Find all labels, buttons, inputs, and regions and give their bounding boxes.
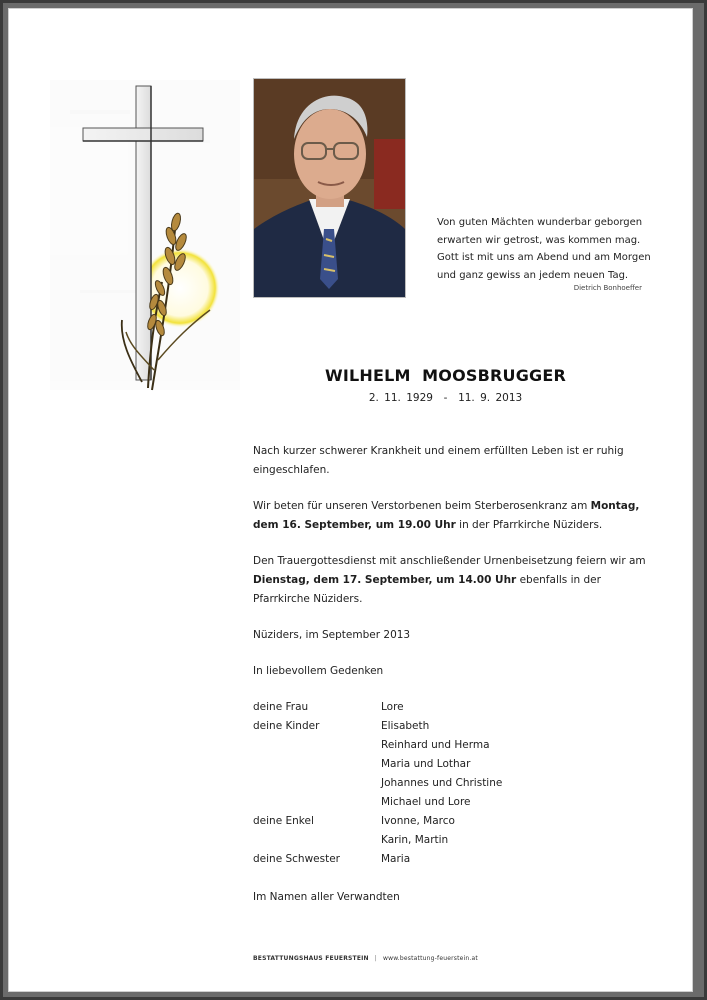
family-relation: deine Frau — [253, 701, 309, 713]
family-names: Elisabeth — [381, 720, 430, 732]
family-row — [253, 755, 648, 774]
family-relation: deine Kinder — [253, 720, 320, 732]
family-names: Michael und Lore — [381, 796, 471, 808]
cross-wheat-emblem — [50, 70, 250, 410]
family-relation — [253, 793, 381, 812]
family-relation — [253, 774, 381, 793]
paragraph-funeral — [253, 552, 648, 609]
family-names: Lore — [381, 701, 404, 713]
funeral-home-name: BESTATTUNGSHAUS FEUERSTEIN — [253, 955, 369, 962]
family-names: Reinhard und Herma — [381, 739, 490, 751]
footer — [253, 955, 478, 962]
rosary-date: Montag, dem 16. September, um 19.00 Uhr — [253, 500, 640, 531]
family-row — [253, 717, 648, 736]
paragraph-rosary — [253, 497, 648, 535]
family-names: Ivonne, Marco — [381, 815, 455, 827]
portrait-photo — [253, 78, 406, 298]
family-relation — [253, 755, 381, 774]
footer-separator: | — [374, 955, 378, 962]
quote-line: Gott ist mit uns am Abend und am Morgen — [437, 252, 651, 263]
family-row — [253, 736, 648, 755]
quote-author: Dietrich Bonhoeffer — [573, 284, 642, 292]
funeral-home-website[interactable]: www.bestattung-feuerstein.at — [383, 955, 478, 962]
family-names: Maria und Lothar — [381, 758, 471, 770]
family-row — [253, 812, 648, 831]
family-row — [253, 793, 648, 812]
obituary-text — [253, 442, 648, 924]
funeral-date: Dienstag, dem 17. September, um 14.00 Uhr — [253, 574, 517, 586]
family-row — [253, 850, 648, 869]
memory-line: In liebevollem Gedenken — [253, 665, 384, 677]
family-relation: deine Schwester — [253, 853, 340, 865]
family-names: Karin, Martin — [381, 834, 449, 846]
quote-line: Von guten Mächten wunderbar geborgen — [437, 217, 643, 228]
family-list — [253, 698, 648, 869]
rosary-text: Wir beten für unseren Verstorbenen beim Sterberosenkranz am — [253, 500, 591, 512]
family-relation — [253, 736, 381, 755]
place-date: Nüziders, im September 2013 — [253, 629, 411, 641]
family-relation: deine Enkel — [253, 815, 314, 827]
family-names: Maria — [381, 853, 411, 865]
bonhoeffer-quote — [437, 214, 652, 294]
family-row — [253, 831, 648, 850]
quote-line: und ganz gewiss an jedem neuen Tag. — [437, 269, 629, 281]
rosary-location: in der Pfarrkirche Nüziders. — [455, 519, 603, 531]
funeral-text: Den Trauergottesdienst mit anschließender Urnenbeisetzung feiern wir am — [253, 555, 646, 567]
family-row — [253, 774, 648, 793]
family-names: Johannes und Christine — [381, 777, 503, 789]
quote-line: erwarten wir getrost, was kommen mag. — [437, 234, 641, 246]
life-dates: 2. 11. 1929 - 11. 9. 2013 — [368, 392, 523, 404]
deceased-name: WILHELM MOOSBRUGGER — [324, 366, 567, 385]
funeral-location: ebenfalls in der Pfarrkirche Nüziders. — [253, 574, 601, 605]
family-row — [253, 698, 648, 717]
paragraph-illness: Nach kurzer schwerer Krankheit und einem erfüllten Leben ist er ruhig eingeschlafen. — [253, 445, 624, 476]
closing-line: Im Namen aller Verwandten — [253, 891, 400, 903]
family-relation — [253, 831, 381, 850]
